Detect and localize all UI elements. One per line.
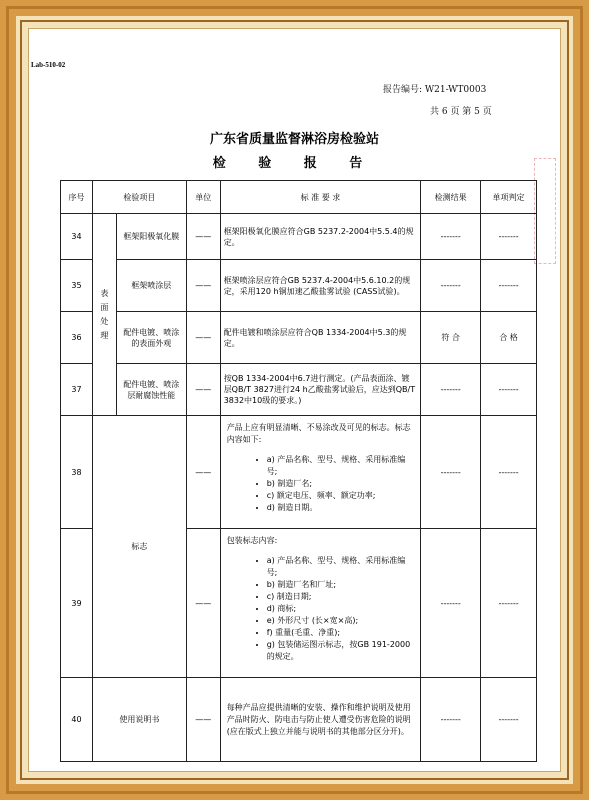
table-row (61, 678, 537, 762)
row-judge: ------- (481, 416, 537, 529)
row-result: ------- (421, 214, 481, 260)
row-result: ------- (421, 678, 481, 762)
report-title: 检 验 报 告 (212, 156, 377, 171)
row-no: 40 (61, 678, 93, 762)
col-header-judge: 单项判定 (481, 181, 537, 214)
row-unit: —— (186, 416, 220, 529)
row-judge: ------- (481, 364, 537, 416)
row-no: 37 (61, 364, 93, 416)
row-unit: —— (186, 260, 220, 312)
table-row (61, 260, 537, 312)
row-no: 36 (61, 312, 93, 364)
group-label: 表面处理 (92, 214, 116, 416)
row-item: 配件电镀、喷涂的表面外观 (116, 312, 186, 364)
lab-code: Lab-510-02 (31, 61, 66, 69)
row-result: ------- (421, 260, 481, 312)
row-req: 每种产品应提供清晰的安装、操作和维护说明及使用产品时防火、防电击与防止使人遭受伤害危险的说明(应在版式上独立并能与说明书的其他部分区分开)。 (220, 678, 421, 762)
sign-label: 标志 (92, 416, 186, 678)
row-judge: ------- (481, 678, 537, 762)
row-unit: —— (186, 214, 220, 260)
row-req: 配件电镀和喷涂层应符合QB 1334-2004中5.3的规定。 (220, 312, 421, 364)
table-row (61, 364, 537, 416)
row-no: 34 (61, 214, 93, 260)
row-no: 35 (61, 260, 93, 312)
row-judge: ------- (481, 529, 537, 678)
row-unit: —— (186, 312, 220, 364)
row-result: ------- (421, 529, 481, 678)
page-info: 共 6 页 第 5 页 (430, 107, 492, 117)
row-unit: —— (186, 529, 220, 678)
col-header-no: 序号 (61, 181, 93, 214)
row-unit: —— (186, 678, 220, 762)
row-item: 框架阳极氧化膜 (116, 214, 186, 260)
row-no: 38 (61, 416, 93, 529)
row-item: 配件电镀、喷涂层耐腐蚀性能 (116, 364, 186, 416)
row-no: 39 (61, 529, 93, 678)
row-req: 包装标志内容: • a) 产品名称、型号、规格、采用标准编号; • b) 制造厂名和厂址; • c) 制造日期; • d) 商标; • e) 外形尺寸 (长×宽×高); • f) 重量(毛重、净重); • g) 包装储运图示标志，按GB 191-2000的规定。 (220, 529, 421, 678)
row-req: 按QB 1334-2004中6.7进行测定。(产品表面涂、镀层QB/T 3827进行24 h乙酸盐雾试验后，应达到QB/T 3832中10级的要求。) (220, 364, 421, 416)
inspection-table (60, 180, 537, 762)
row-judge: 合 格 (481, 312, 537, 364)
row-result: ------- (421, 416, 481, 529)
row-req: 产品上应有明显清晰、不易涂改及可见的标志。标志内容如下: • a) 产品名称、型号、规格、采用标准编号; • b) 制造厂名; • c) 额定电压、频率、额定功率; • d) 制造日期。 (220, 416, 421, 529)
table-header-row (61, 181, 537, 214)
row-req: 框架喷涂层应符合GB 5237.4-2004中5.6.10.2的规定，采用120 h铜加速乙酸盐雾试验 (CASS试验)。 (220, 260, 421, 312)
row-result: 符 合 (421, 312, 481, 364)
report-number: 报告编号: W21-WT0003 (383, 85, 487, 95)
col-header-item: 检验项目 (92, 181, 186, 214)
row-judge: ------- (481, 214, 537, 260)
row-judge: ------- (481, 260, 537, 312)
col-header-result: 检测结果 (421, 181, 481, 214)
red-seal-stamp (534, 158, 556, 264)
table-row (61, 214, 537, 260)
table-row (61, 416, 537, 529)
row-item: 使用说明书 (92, 678, 186, 762)
table-row (61, 312, 537, 364)
row-req: 框架阳极氧化膜应符合GB 5237.2-2004中5.5.4的规定。 (220, 214, 421, 260)
col-header-unit: 单位 (186, 181, 220, 214)
station-name: 广东省质量监督淋浴房检验站 (209, 132, 379, 147)
row-unit: —— (186, 364, 220, 416)
row-result: ------- (421, 364, 481, 416)
col-header-req: 标 准 要 求 (220, 181, 421, 214)
row-item: 框架喷涂层 (116, 260, 186, 312)
